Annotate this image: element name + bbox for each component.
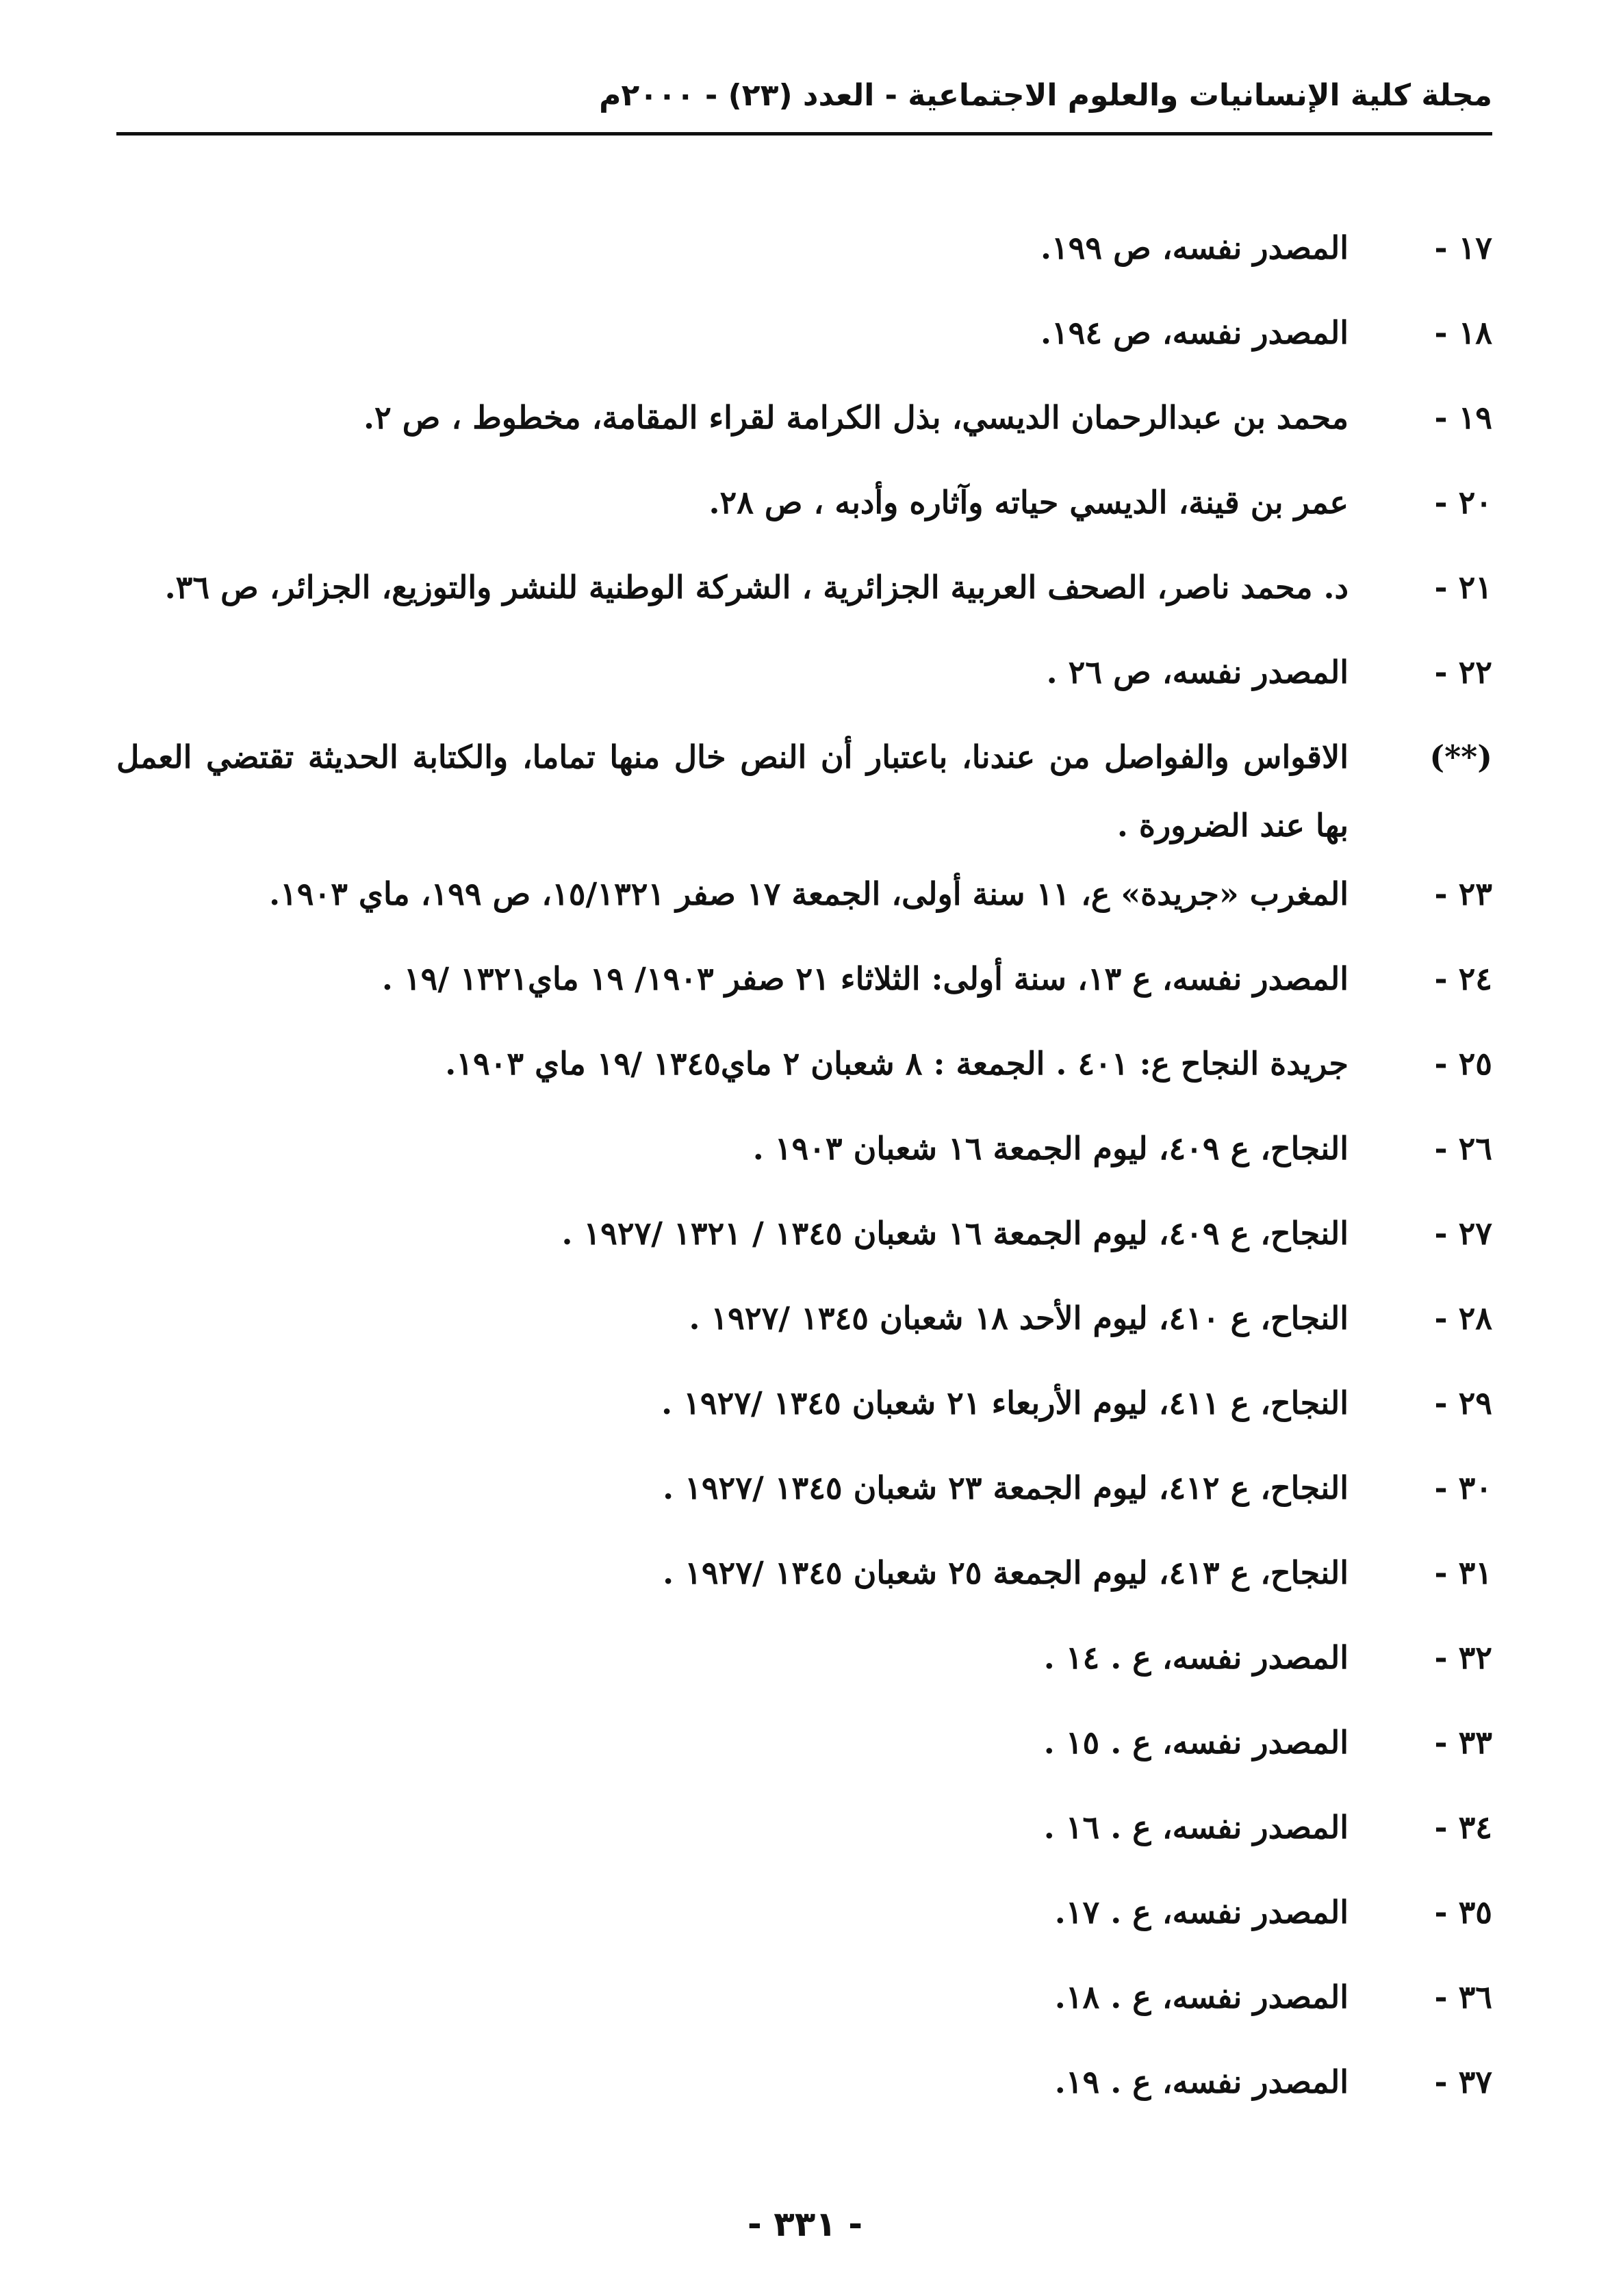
footnote-text: النجاح، ع ٤١٣، ليوم الجمعة ٢٥ شعبان ١٣٤٥ /١٩٢٧ . (663, 1554, 1349, 1591)
footnote-number: ٣٦ - (1434, 1978, 1492, 2015)
footnote-item (116, 311, 1492, 396)
footnote-number: ٢٢ - (1434, 654, 1492, 691)
footnote-text: عمر بن قينة، الديسي حياته وآثاره وأدبه ، ص ٢٨. (708, 484, 1349, 521)
footnote-text: النجاح، ع ٤١٠، ليوم الأحد ١٨ شعبان ١٣٤٥ /١٩٢٧ . (689, 1300, 1349, 1337)
footnote-item (116, 957, 1492, 1042)
footnote-text: المصدر نفسه، ع ١٣، سنة أولى: الثلاثاء ٢١ صفر ١٩٠٣/ ١٩ ماي١٣٢١ /١٩ . (381, 960, 1349, 997)
footnote-item (116, 2060, 1492, 2145)
footnote-number: ٣١ - (1434, 1554, 1492, 1591)
footnote-text: النجاح، ع ٤٠٩، ليوم الجمعة ١٦ شعبان ١٩٠٣ . (752, 1130, 1349, 1167)
footnote-number: ٢٨ - (1434, 1300, 1492, 1337)
footnote-number: ٣٣ - (1434, 1724, 1492, 1761)
footnote-text: المغرب «جريدة» ع، ١١ سنة أولى، الجمعة ١٧ صفر ١٥/١٣٢١، ص ١٩٩، ماي ١٩٠٣. (269, 875, 1349, 912)
header-divider (116, 132, 1492, 136)
footnote-item (116, 1126, 1492, 1211)
footnote-text: المصدر نفسه، ع . ١٤ . (1043, 1639, 1349, 1676)
footnote-item (116, 1890, 1492, 1975)
footnote-text: النجاح، ع ٤١٢، ليوم الجمعة ٢٣ شعبان ١٣٤٥ /١٩٢٧ . (663, 1469, 1349, 1506)
footnote-marker: (**) (1429, 738, 1492, 775)
footnote-number: ١٨ - (1434, 314, 1492, 351)
footnote-number: ٢٤ - (1434, 960, 1492, 997)
footnote-number: ٢٣ - (1434, 875, 1492, 912)
footnote-text: النجاح، ع ٤١١، ليوم الأربعاء ٢١ شعبان ١٣٤٥ /١٩٢٧ . (661, 1384, 1349, 1421)
footnote-number: ٢٠ - (1434, 484, 1492, 521)
editor-note (116, 735, 1492, 872)
footnote-text: المصدر نفسه، ع . ١٥ . (1043, 1724, 1349, 1761)
page-number: - ٣٣١ - (748, 2204, 862, 2244)
footnote-item (116, 396, 1492, 480)
footnote-number: ٣٢ - (1434, 1639, 1492, 1676)
footnote-number: ٣٧ - (1434, 2063, 1492, 2100)
footnote-text: المصدر نفسه، ع . ١٧. (1054, 1894, 1349, 1931)
footnote-text: جريدة النجاح ع: ٤٠١ . الجمعة : ٨ شعبان ٢ ماي١٣٤٥ /١٩ ماي ١٩٠٣. (445, 1045, 1349, 1082)
footnote-number: ١٧ - (1434, 229, 1492, 266)
footnote-text: د. محمد ناصر، الصحف العربية الجزائرية ، الشركة الوطنية للنشر والتوزيع، الجزائر، ص ٣٦. (164, 569, 1349, 606)
footnote-item (116, 1636, 1492, 1720)
footnote-text: المصدر نفسه، ص ١٩٤. (1040, 314, 1349, 351)
footnote-item (116, 1805, 1492, 1890)
footnote-text: المصدر نفسه، ص ١٩٩. (1040, 229, 1349, 266)
footnote-number: ٢١ - (1434, 569, 1492, 606)
footnote-text: المصدر نفسه، ص ٢٦ . (1046, 654, 1349, 691)
footnote-number: ١٩ - (1434, 399, 1492, 436)
footnote-number: ٢٧ - (1434, 1215, 1492, 1252)
footnote-text: محمد بن عبدالرحمان الديسي، بذل الكرامة لقراء المقامة، مخطوط ، ص ٢. (363, 399, 1349, 436)
footnote-number: ٣٤ - (1434, 1809, 1492, 1846)
footnote-item (116, 1975, 1492, 2060)
footnote-text: المصدر نفسه، ع . ١٦ . (1043, 1809, 1349, 1846)
footnote-number: ٢٩ - (1434, 1384, 1492, 1421)
footnote-number: ٣٥ - (1434, 1894, 1492, 1931)
footnote-item (116, 1551, 1492, 1636)
footnote-item (116, 1296, 1492, 1381)
footnote-number: ٢٥ - (1434, 1045, 1492, 1082)
footnote-number: ٢٦ - (1434, 1130, 1492, 1167)
footnote-item (116, 1720, 1492, 1805)
footnote-item (116, 480, 1492, 565)
footnote-number: ٣٠ - (1434, 1469, 1492, 1506)
footnote-text: النجاح، ع ٤٠٩، ليوم الجمعة ١٦ شعبان ١٣٤٥ / ١٣٢١ /١٩٢٧ . (561, 1215, 1349, 1252)
footnote-item (116, 1381, 1492, 1466)
footnote-item (116, 1211, 1492, 1296)
footnote-text: المصدر نفسه، ع . ١٩. (1054, 2063, 1349, 2100)
footnote-item (116, 1466, 1492, 1551)
footnote-item (116, 1042, 1492, 1126)
footnotes-list (116, 226, 1492, 2145)
footnote-item (116, 872, 1492, 957)
running-header: مجلة كلية الإنسانيات والعلوم الاجتماعية - العدد (٢٣) - ٢٠٠٠م (599, 78, 1492, 113)
footnote-text: المصدر نفسه، ع . ١٨. (1054, 1978, 1349, 2015)
footnote-item (116, 565, 1492, 650)
footnote-text: الاقواس والفواصل من عندنا، باعتبار أن النص خال منها تماما، والكتابة الحديثة تقتضي العمل بها عند الضرورة . (116, 738, 1349, 844)
footnote-item (116, 226, 1492, 311)
